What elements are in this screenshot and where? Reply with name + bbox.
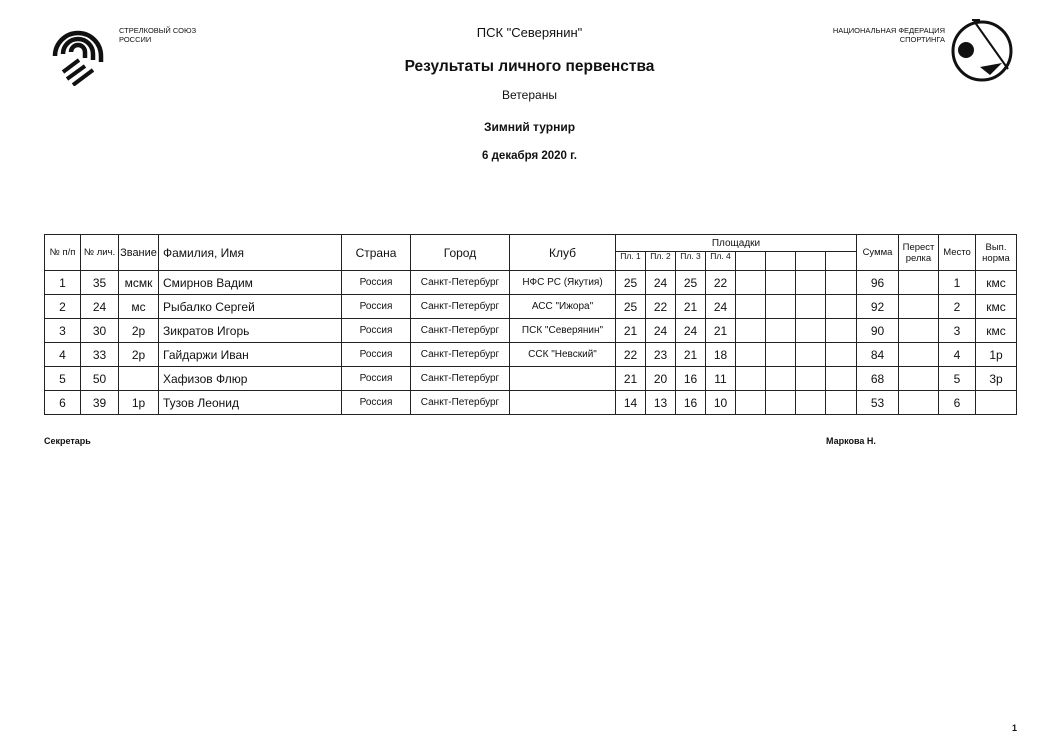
- cell-score: 25: [676, 271, 706, 295]
- col-header-range-1: Пл. 1: [616, 252, 646, 271]
- results-table: [44, 234, 1017, 415]
- cell-rank: мс: [119, 295, 159, 319]
- right-org-line-2: СПОРТИНГА: [899, 35, 945, 44]
- cell-score: [826, 319, 857, 343]
- cell-sum: 92: [857, 295, 899, 319]
- cell-shootoff: [899, 295, 939, 319]
- col-header-num: № п/п: [45, 235, 81, 271]
- cell-score: [826, 271, 857, 295]
- col-header-range-5: [736, 252, 766, 271]
- cell-score: 25: [616, 271, 646, 295]
- cell-license: 33: [81, 343, 119, 367]
- col-header-country: Страна: [342, 235, 411, 271]
- cell-club: [510, 367, 616, 391]
- col-header-city: Город: [411, 235, 510, 271]
- cell-score: 21: [706, 319, 736, 343]
- table-row: [45, 343, 1017, 367]
- cell-score: 24: [646, 319, 676, 343]
- cell-score: 21: [676, 295, 706, 319]
- cell-name: Тузов Леонид: [159, 391, 342, 415]
- cell-score: [766, 391, 796, 415]
- cell-club: [510, 391, 616, 415]
- cell-score: [826, 343, 857, 367]
- cell-num: 3: [45, 319, 81, 343]
- cell-name: Смирнов Вадим: [159, 271, 342, 295]
- cell-name: Гайдаржи Иван: [159, 343, 342, 367]
- col-header-range-8: [826, 252, 857, 271]
- cell-score: 10: [706, 391, 736, 415]
- col-header-range-3: Пл. 3: [676, 252, 706, 271]
- cell-score: 14: [616, 391, 646, 415]
- cell-license: 30: [81, 319, 119, 343]
- cell-place: 5: [939, 367, 976, 391]
- cell-sum: 90: [857, 319, 899, 343]
- cell-score: 24: [646, 271, 676, 295]
- table-row: [45, 295, 1017, 319]
- cell-rank: 2р: [119, 343, 159, 367]
- cell-num: 6: [45, 391, 81, 415]
- col-header-name: Фамилия, Имя: [159, 235, 342, 271]
- cell-country: Россия: [342, 343, 411, 367]
- cell-score: [826, 295, 857, 319]
- col-header-club: Клуб: [510, 235, 616, 271]
- col-header-norm: Вып. норма: [976, 235, 1017, 271]
- table-row: [45, 319, 1017, 343]
- cell-score: 21: [676, 343, 706, 367]
- cell-license: 35: [81, 271, 119, 295]
- cell-num: 5: [45, 367, 81, 391]
- cell-score: [736, 295, 766, 319]
- col-header-range-7: [796, 252, 826, 271]
- cell-score: [766, 343, 796, 367]
- cell-country: Россия: [342, 295, 411, 319]
- cell-score: 20: [646, 367, 676, 391]
- club-title: ПСК "Северянин": [476, 25, 583, 40]
- cell-city: Санкт-Петербург: [411, 367, 510, 391]
- table-row: [45, 271, 1017, 295]
- col-header-range-6: [766, 252, 796, 271]
- left-org-line-1: СТРЕЛКОВЫЙ СОЮЗ: [119, 26, 197, 35]
- cell-city: Санкт-Петербург: [411, 271, 510, 295]
- cell-city: Санкт-Петербург: [411, 295, 510, 319]
- cell-city: Санкт-Петербург: [411, 319, 510, 343]
- cell-score: [796, 271, 826, 295]
- cell-name: Зикратов Игорь: [159, 319, 342, 343]
- secretary-label: Секретарь: [44, 436, 91, 446]
- cell-license: 24: [81, 295, 119, 319]
- cell-score: 22: [616, 343, 646, 367]
- cell-norm: [976, 391, 1017, 415]
- cell-shootoff: [899, 343, 939, 367]
- col-header-range-2: Пл. 2: [646, 252, 676, 271]
- cell-score: 22: [646, 295, 676, 319]
- cell-score: 23: [646, 343, 676, 367]
- page-number: 1: [1011, 723, 1017, 733]
- cell-score: [736, 367, 766, 391]
- cell-shootoff: [899, 391, 939, 415]
- cell-score: [766, 271, 796, 295]
- cell-score: 13: [646, 391, 676, 415]
- cell-country: Россия: [342, 319, 411, 343]
- cell-score: 21: [616, 367, 646, 391]
- cell-license: 50: [81, 367, 119, 391]
- cell-place: 4: [939, 343, 976, 367]
- col-header-place: Место: [939, 235, 976, 271]
- col-header-rank: Звание: [119, 235, 159, 271]
- category-subtitle: Ветераны: [502, 88, 557, 102]
- cell-norm: кмс: [976, 271, 1017, 295]
- cell-score: [796, 343, 826, 367]
- event-name: Зимний турнир: [483, 120, 576, 134]
- cell-city: Санкт-Петербург: [411, 391, 510, 415]
- cell-score: [736, 343, 766, 367]
- cell-score: 16: [676, 367, 706, 391]
- cell-shootoff: [899, 271, 939, 295]
- cell-score: 18: [706, 343, 736, 367]
- cell-sum: 68: [857, 367, 899, 391]
- cell-norm: 1р: [976, 343, 1017, 367]
- cell-num: 2: [45, 295, 81, 319]
- cell-num: 1: [45, 271, 81, 295]
- cell-score: [796, 295, 826, 319]
- left-org-line-2: РОССИИ: [119, 35, 152, 44]
- cell-score: [826, 367, 857, 391]
- cell-score: 24: [706, 295, 736, 319]
- secretary-name: Маркова Н.: [826, 436, 876, 446]
- cell-place: 3: [939, 319, 976, 343]
- col-header-sum: Сумма: [857, 235, 899, 271]
- cell-score: 22: [706, 271, 736, 295]
- cell-sum: 53: [857, 391, 899, 415]
- cell-name: Хафизов Флюр: [159, 367, 342, 391]
- event-date: 6 декабря 2020 г.: [482, 150, 577, 162]
- col-header-ranges: Площадки: [616, 235, 857, 252]
- cell-sum: 96: [857, 271, 899, 295]
- cell-score: 21: [616, 319, 646, 343]
- cell-score: [736, 271, 766, 295]
- cell-club: ССК "Невский": [510, 343, 616, 367]
- cell-score: 24: [676, 319, 706, 343]
- cell-club: НФС РС (Якутия): [510, 271, 616, 295]
- cell-place: 6: [939, 391, 976, 415]
- cell-norm: кмс: [976, 295, 1017, 319]
- table-row: [45, 367, 1017, 391]
- cell-score: 16: [676, 391, 706, 415]
- cell-country: Россия: [342, 391, 411, 415]
- cell-country: Россия: [342, 271, 411, 295]
- cell-score: [796, 319, 826, 343]
- cell-rank: мсмк: [119, 271, 159, 295]
- cell-rank: 2р: [119, 319, 159, 343]
- col-header-shootoff: Перест релка: [899, 235, 939, 271]
- cell-score: 25: [616, 295, 646, 319]
- col-header-range-4: Пл. 4: [706, 252, 736, 271]
- cell-country: Россия: [342, 367, 411, 391]
- cell-score: 11: [706, 367, 736, 391]
- cell-license: 39: [81, 391, 119, 415]
- cell-shootoff: [899, 319, 939, 343]
- cell-score: [796, 367, 826, 391]
- cell-score: [796, 391, 826, 415]
- cell-norm: 3р: [976, 367, 1017, 391]
- cell-sum: 84: [857, 343, 899, 367]
- cell-score: [736, 391, 766, 415]
- cell-score: [766, 367, 796, 391]
- cell-score: [736, 319, 766, 343]
- cell-rank: [119, 367, 159, 391]
- cell-norm: кмс: [976, 319, 1017, 343]
- cell-score: [826, 391, 857, 415]
- right-org-line-1: НАЦИОНАЛЬНАЯ ФЕДЕРАЦИЯ: [832, 26, 945, 35]
- cell-place: 2: [939, 295, 976, 319]
- cell-shootoff: [899, 367, 939, 391]
- cell-club: ПСК "Северянин": [510, 319, 616, 343]
- cell-club: АСС "Ижора": [510, 295, 616, 319]
- cell-score: [766, 295, 796, 319]
- col-header-license: № лич.: [81, 235, 119, 271]
- cell-rank: 1р: [119, 391, 159, 415]
- cell-name: Рыбалко Сергей: [159, 295, 342, 319]
- cell-place: 1: [939, 271, 976, 295]
- page-title: Результаты личного первенства: [404, 58, 655, 75]
- cell-city: Санкт-Петербург: [411, 343, 510, 367]
- table-row: [45, 391, 1017, 415]
- cell-score: [766, 319, 796, 343]
- cell-num: 4: [45, 343, 81, 367]
